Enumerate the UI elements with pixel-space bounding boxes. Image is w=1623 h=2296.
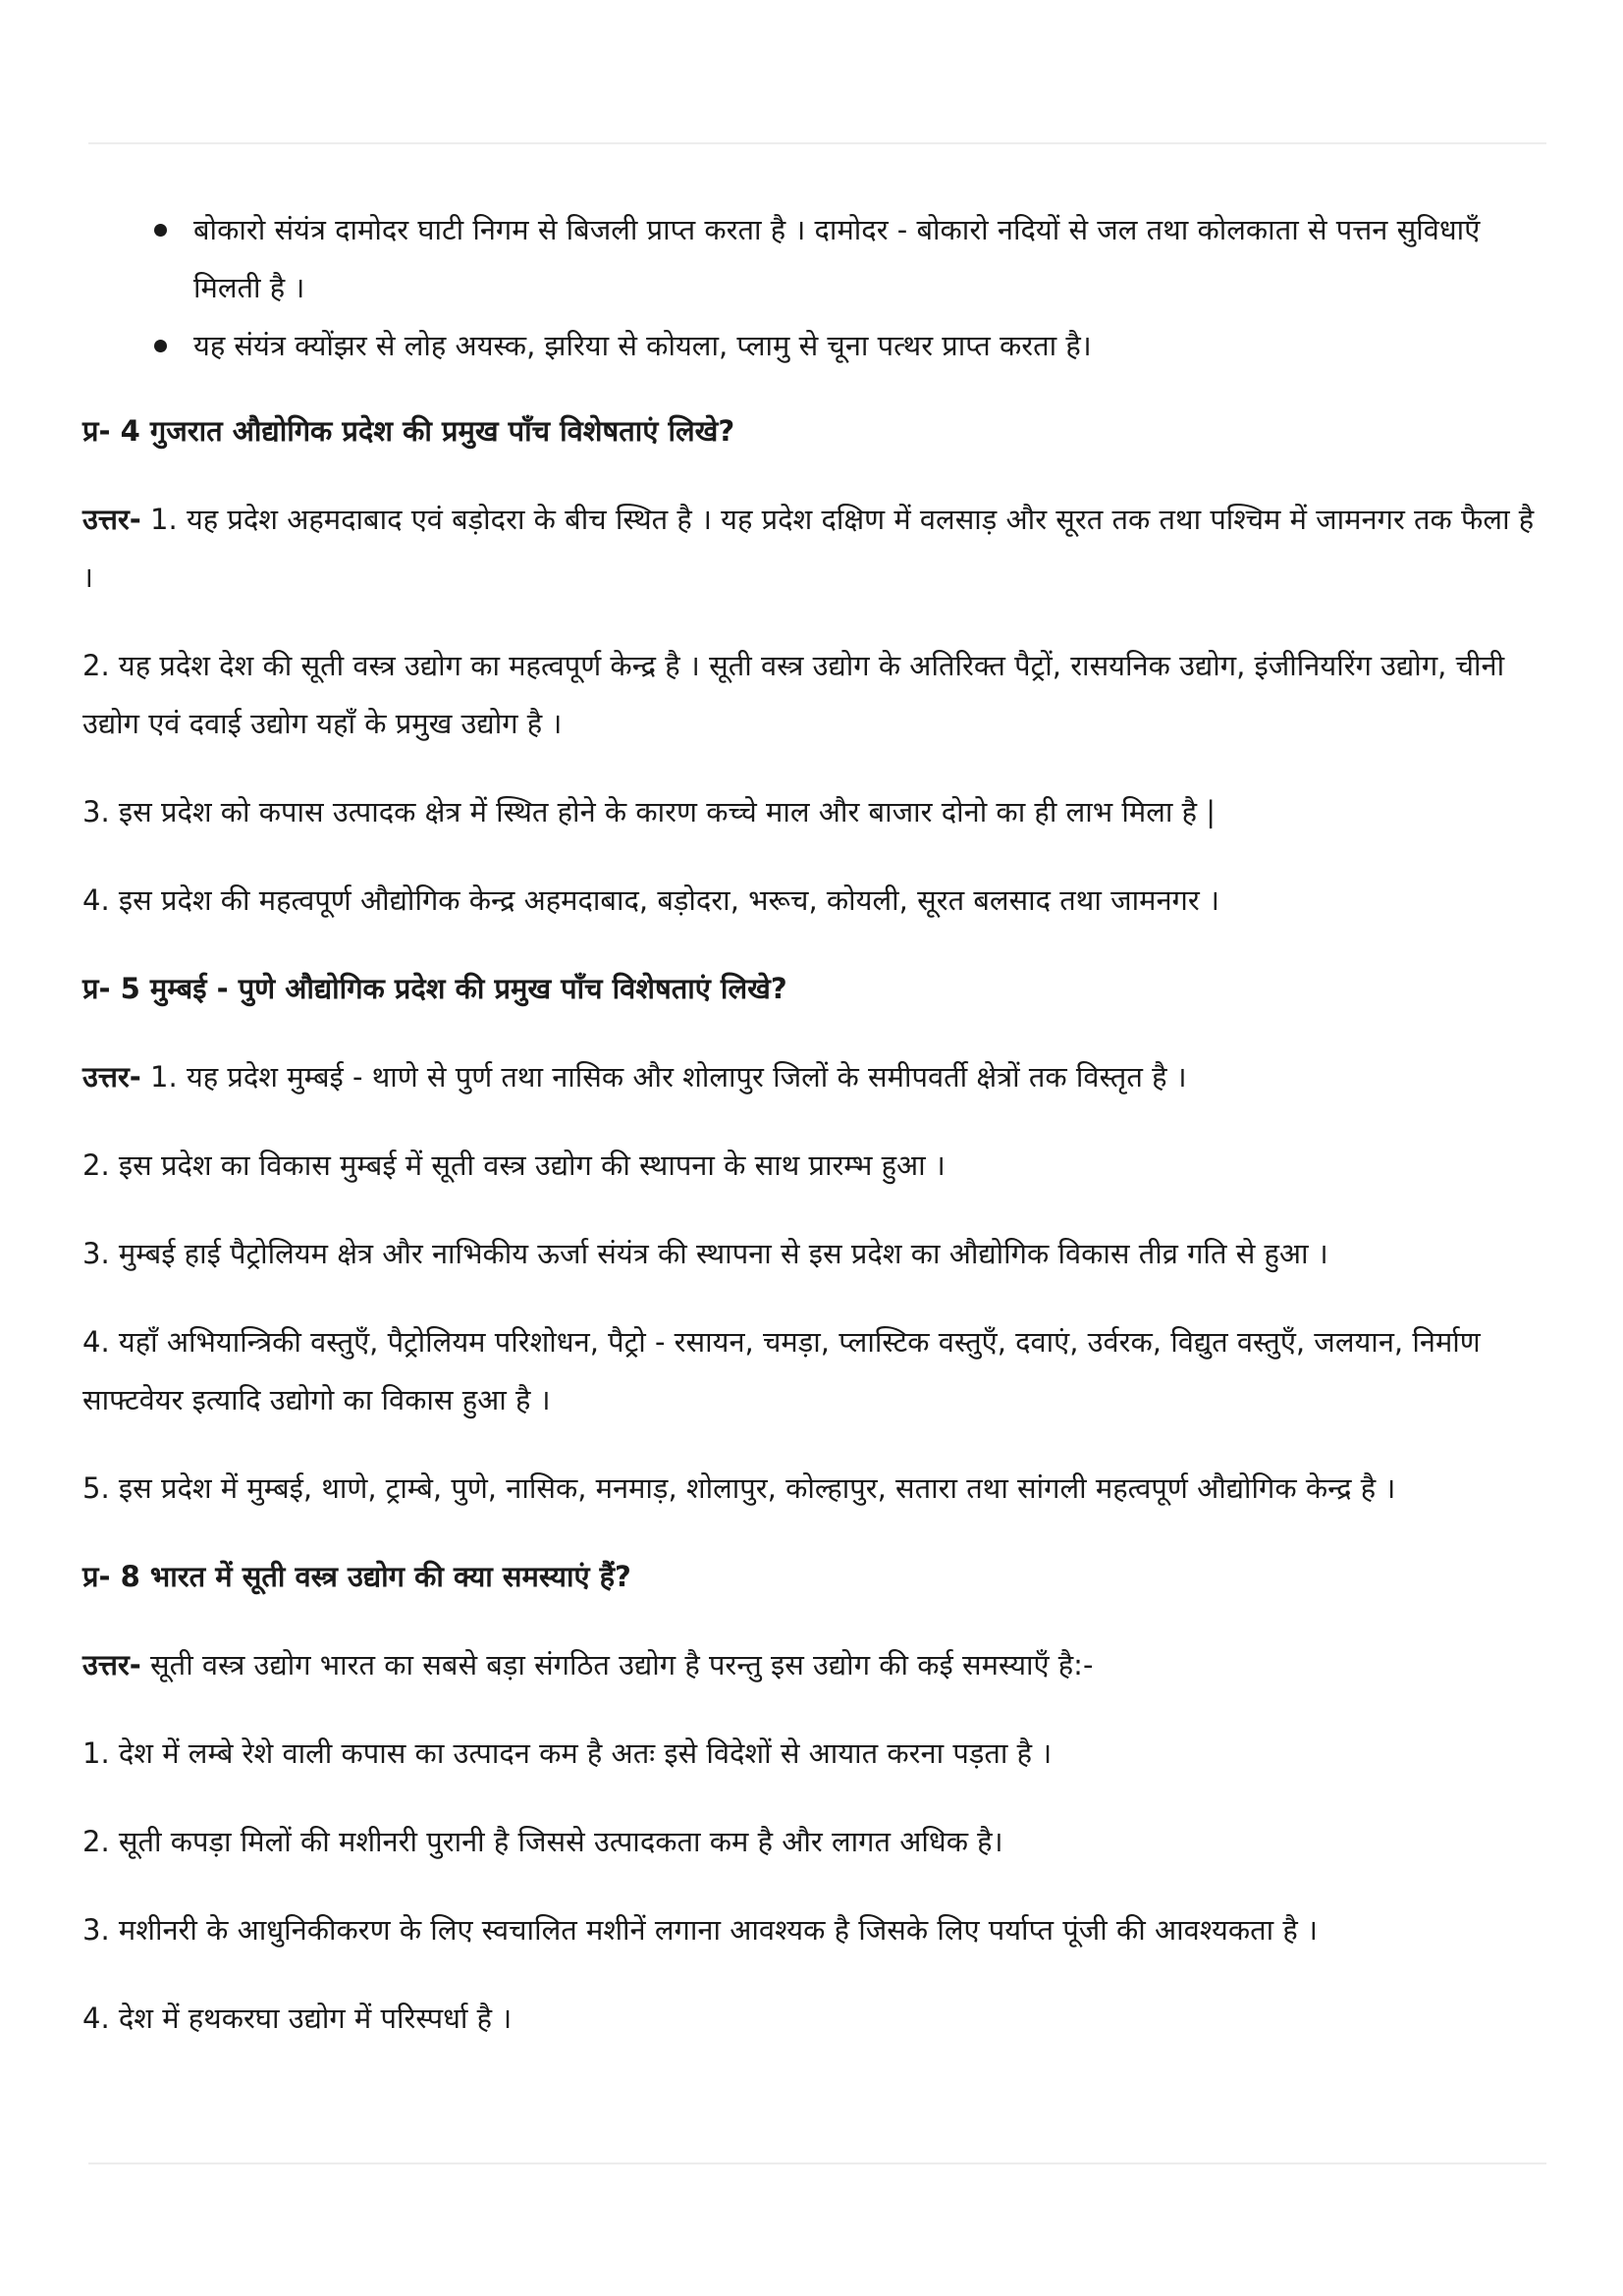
answer-label: उत्तर- bbox=[82, 1648, 141, 1682]
list-item: बोकारो संयंत्र दामोदर घाटी निगम से बिजली प्राप्त करता है । दामोदर - बोकारो नदियों से जल तथा कोलकाता से पत्तन सुविधाएँ मिलती है । bbox=[82, 201, 1545, 317]
bottom-divider bbox=[88, 2163, 1546, 2164]
document-body bbox=[82, 201, 1545, 2078]
answer-paragraph: 3. इस प्रदेश को कपास उत्पादक क्षेत्र में स्थित होने के कारण कच्चे माल और बाजार दोनो का ही लाभ मिला है | bbox=[82, 795, 1216, 828]
bullet-icon bbox=[154, 340, 167, 352]
answer-paragraph: उत्तर- सूती वस्त्र उद्योग भारत का सबसे बड़ा संगठित उद्योग है परन्तु इस उद्योग की कई समस्याएँ है:- bbox=[82, 1648, 1094, 1682]
answer-paragraph: 2. इस प्रदेश का विकास मुम्बई में सूती वस्त्र उद्योग की स्थापना के साथ प्रारम्भ हुआ । bbox=[82, 1148, 946, 1182]
answer-paragraph: उत्तर- 1. यह प्रदेश मुम्बई - थाणे से पुर्ण तथा नासिक और शोलापुर जिलों के समीपवर्ती क्षेत्रों तक विस्तृत है । bbox=[82, 1060, 1187, 1094]
answer-paragraph: 4. यहाँ अभियान्त्रिकी वस्तुएँ, पैट्रोलियम परिशोधन, पैट्रो - रसायन, चमड़ा, प्लास्टिक वस्तुएँ, दवाएं, उर्वरक, विद्युत वस्तुएँ, जलयान, निर्माण साफ्टवेयर इत्यादि उद्योगो का विकास हुआ है । bbox=[82, 1325, 1481, 1416]
bullet-icon bbox=[154, 224, 167, 237]
bullet-list bbox=[82, 201, 1545, 375]
question-4-heading: प्र- 4 गुजरात औद्योगिक प्रदेश की प्रमुख पाँच विशेषताएं लिखे? bbox=[82, 414, 735, 448]
question-8-heading: प्र- 8 भारत में सूती वस्त्र उद्योग की क्या समस्याएं हैं? bbox=[82, 1560, 631, 1593]
top-divider bbox=[88, 142, 1546, 144]
answer-paragraph: 3. मशीनरी के आधुनिकीकरण के लिए स्वचालित मशीनें लगाना आवश्यक है जिसके लिए पर्याप्त पूंजी की आवश्यकता है । bbox=[82, 1913, 1319, 1947]
answer-paragraph: 2. यह प्रदेश देश की सूती वस्त्र उद्योग का महत्वपूर्ण केन्द्र है । सूती वस्त्र उद्योग के अतिरिक्त पैट्रों, रासयनिक उद्योग, इंजीनियरिंग उद्योग, चीनी उद्योग एवं दवाई उद्योग यहाँ के प्रमुख उद्योग है । bbox=[82, 649, 1505, 740]
answer-paragraph: 4. इस प्रदेश की महत्वपूर्ण औद्योगिक केन्द्र अहमदाबाद, बड़ोदरा, भरूच, कोयली, सूरत बलसाद तथा जामनगर । bbox=[82, 883, 1219, 917]
question-5-heading: प्र- 5 मुम्बई - पुणे औद्योगिक प्रदेश की प्रमुख पाँच विशेषताएं लिखे? bbox=[82, 972, 787, 1005]
answer-paragraph: उत्तर- 1. यह प्रदेश अहमदाबाद एवं बड़ोदरा के बीच स्थित है । यह प्रदेश दक्षिण में वलसाड़ और सूरत तक तथा पश्चिम में जामनगर तक फैला है । bbox=[82, 503, 1535, 594]
answer-label: उत्तर- bbox=[82, 503, 141, 536]
answer-label: उत्तर- bbox=[82, 1060, 141, 1094]
answer-paragraph: 1. देश में लम्बे रेशे वाली कपास का उत्पादन कम है अतः इसे विदेशों से आयात करना पड़ता है । bbox=[82, 1736, 1053, 1770]
answer-paragraph: 3. मुम्बई हाई पैट्रोलियम क्षेत्र और नाभिकीय ऊर्जा संयंत्र की स्थापना से इस प्रदेश का औद्योगिक विकास तीव्र गति से हुआ । bbox=[82, 1237, 1328, 1270]
answer-paragraph: 2. सूती कपड़ा मिलों की मशीनरी पुरानी है जिससे उत्पादकता कम है और लागत अधिक है। bbox=[82, 1825, 1003, 1858]
answer-paragraph: 4. देश में हथकरघा उद्योग में परिस्पर्धा है । bbox=[82, 2002, 513, 2035]
answer-paragraph: 5. इस प्रदेश में मुम्बई, थाणे, ट्राम्बे, पुणे, नासिक, मनमाड़, शोलापुर, कोल्हापुर, सतारा तथा सांगली महत्वपूर्ण औद्योगिक केन्द्र है । bbox=[82, 1471, 1396, 1505]
list-item: यह संयंत्र क्योंझर से लोह अयस्क, झरिया से कोयला, प्लामु से चूना पत्थर प्राप्त करता है। bbox=[82, 317, 1545, 375]
